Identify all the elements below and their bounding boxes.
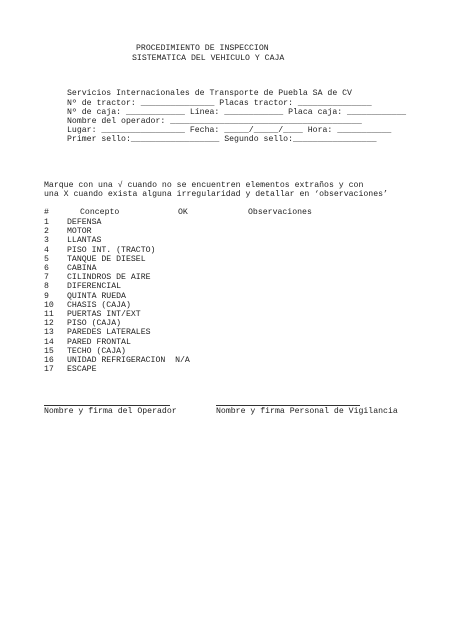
row-number: 5 [44,254,49,264]
row-concept: LLANTAS [67,236,102,246]
row-number: 6 [44,264,49,273]
row-number: 9 [44,291,49,301]
header-concept: Concepto [80,208,120,217]
row-number: 11 [44,310,54,319]
row-number: 13 [44,328,54,338]
row-concept: ESCAPE [67,365,97,375]
guard-signature-label: Nombre y firma Personal de Vigilancia [216,407,398,416]
row-number: 7 [44,273,49,283]
row-concept: TANQUE DE DIESEL [67,254,146,264]
row-number: 16 [44,356,54,365]
row-number: 4 [44,245,49,255]
row-number: 14 [44,337,54,347]
row-number: 15 [44,346,54,356]
title-line-1: PROCEDIMIENTO DE INSPECCION [136,44,269,53]
header-num: # [44,208,49,217]
row-number: 12 [44,319,54,329]
row-number: 10 [44,300,54,310]
instructions-line-1: Marque con una √ cuando no se encuentren elementos extraños y con [44,181,364,190]
row-number: 2 [44,227,49,237]
row-concept: DIFERENCIAL [67,282,122,292]
row-number: 3 [44,236,49,246]
title-line-2: SISTEMATICA DEL VEHICULO Y CAJA [132,54,285,63]
operator-signature-label: Nombre y firma del Operador [44,407,177,416]
instructions-line-2: una X cuando exista alguna irregularidad y detallar en ‘observaciones’ [44,190,388,199]
guard-signature-line [216,405,360,406]
company-name: Servicios Internacionales de Transporte de Puebla SA de CV [67,89,352,98]
row-number: 1 [44,218,49,227]
row-concept: CABINA [67,264,97,273]
tractor-fields-row: Nº de tractor: _______________ Placas tractor: _______________ [67,99,372,108]
row-concept: MOTOR [67,227,92,237]
header-observations: Observaciones [248,208,312,217]
row-concept: PISO (CAJA) [67,319,122,329]
row-concept: CILINDROS DE AIRE [67,273,151,283]
row-concept: PAREDES LATERALES [67,328,151,338]
row-concept: PISO INT. (TRACTO) [67,245,156,255]
box-fields-row: Nº de caja: ____________ Línea: ____________ Placa caja: ____________ [67,108,407,117]
row-concept: CHASIS (CAJA) [67,300,131,310]
row-concept: TECHO (CAJA) [67,346,126,356]
header-ok: OK [178,208,188,217]
row-concept: UNIDAD REFRIGERACION N/A [67,356,190,365]
row-concept: PUERTAS INT/EXT [67,310,141,319]
operator-signature-line [44,405,170,406]
row-concept: PARED FRONTAL [67,337,131,347]
place-date-time-row: Lugar: _________________ Fecha: _____/_____/____ Hora: ___________ [67,126,392,135]
row-concept: DEFENSA [67,218,102,227]
operator-field-row: Nombre del operador: _______________________________________ [67,117,362,126]
seals-row: Primer sello:__________________ Segundo sello:_________________ [67,135,377,144]
row-number: 17 [44,365,54,375]
row-concept: QUINTA RUEDA [67,291,126,301]
row-number: 8 [44,282,49,292]
